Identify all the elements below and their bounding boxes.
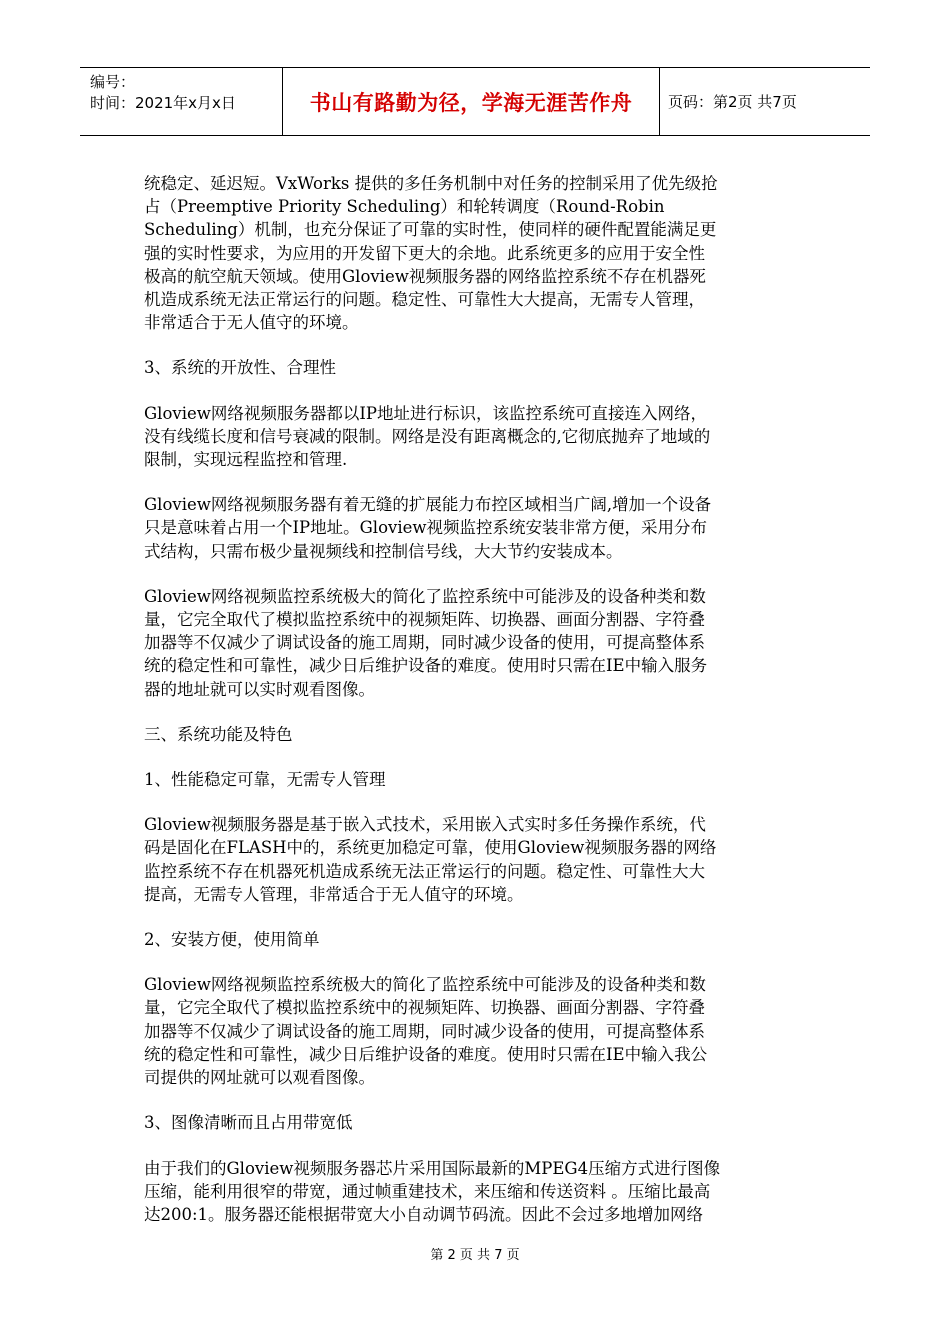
document-number-label: 编号： [90,73,136,91]
paragraph: Gloview网络视频服务器有着无缝的扩展能力布控区域相当广阔,增加一个设备 只是意味着占用一个IP地址。Gloview视频监控系统安装非常方便，采用分布 式结构，只需布极少量视频线和控制信号线，大大节约安装成本。 [144,495,712,561]
section-heading: 3、图像清晰而且占用带宽低 [144,1113,353,1133]
section-heading: 2、安装方便，使用简单 [144,930,320,950]
section-heading: 三、系统功能及特色 [144,724,293,744]
section-heading: 1、性能稳定可靠，无需专人管理 [144,770,386,790]
page-footer: 第 2 页 共 7 页 [430,1248,520,1263]
paragraph: Gloview网络视频监控系统极大的简化了监控系统中可能涉及的设备种类和数 量，它完全取代了模拟监控系统中的视频矩阵、切换器、画面分割器、字符叠 加器等不仅减少了调试设备的施工周期，同时减少设备的使用，可提高整体系 统的稳定性和可靠性，减少日后维护设备的难度。使用时只需在IE中输入我公 司提供的网址就可以观看图像。 [144,975,708,1088]
document-body [144,172,816,1248]
paragraph: Gloview网络视频服务器都以IP地址进行标识，该监控系统可直接连入网络， 没有线缆长度和信号衰减的限制。网络是没有距离概念的,它彻底抛弃了地域的 限制，实现远程监控和管理. [144,403,711,470]
paragraph: 由于我们的Gloview视频服务器芯片采用国际最新的MPEG4压缩方式进行图像 压缩，能利用很窄的带宽，通过帧重建技术，来压缩和传送资料 。压缩比最高 达200:1。服务器还能根据带宽大小自动调节码流。因此不会过多地增加网络 [144,1158,721,1224]
page-header [80,67,870,136]
paragraph: Gloview视频服务器是基于嵌入式技术，采用嵌入式实时多任务操作系统，代 码是固化在FLASH中的，系统更加稳定可靠，使用Gloview视频服务器的网络 监控系统不存在机器死机造成系统无法正常运行的问题。稳定性、可靠性大大 提高，无需专人管理，非常适合于无人值守的环境。 [144,815,717,904]
header-page-label: 页码：第2页 共7页 [668,93,797,111]
document-time-label: 时间：2021年x月x日 [90,94,236,112]
header-motto: 书山有路勤为径，学海无涯苦作舟 [283,68,660,135]
header-meta [80,68,283,135]
paragraph: 统稳定、延迟短。VxWorks 提供的多任务机制中对任务的控制采用了优先级抢 占（Preemptive Priority Scheduling）和轮转调度（Round-Robin Scheduling）机制，也充分保证了可靠的实时性，使同样的硬件配置能满足更 强的实时性要求，为应用的开发留下更大的余地。此系统更多的应用于安全性 极高的航空航天领域。使用Gloview视频服务器的网络监控系统不存在机器死 机造成系统无法正常运行的问题。稳定性、可靠性大大提高，无需专人管理， 非常适合于无人值守的环境。 [144,174,718,333]
paragraph: Gloview网络视频监控系统极大的简化了监控系统中可能涉及的设备种类和数 量，它完全取代了模拟监控系统中的视频矩阵、切换器、画面分割器、字符叠 加器等不仅减少了调试设备的施工周期，同时减少设备的使用，可提高整体系 统的稳定性和可靠性，减少日后维护设备的难度。使用时只需在IE中输入服务 器的地址就可以实时观看图像。 [144,586,708,699]
section-heading: 3、系统的开放性、合理性 [144,358,336,378]
